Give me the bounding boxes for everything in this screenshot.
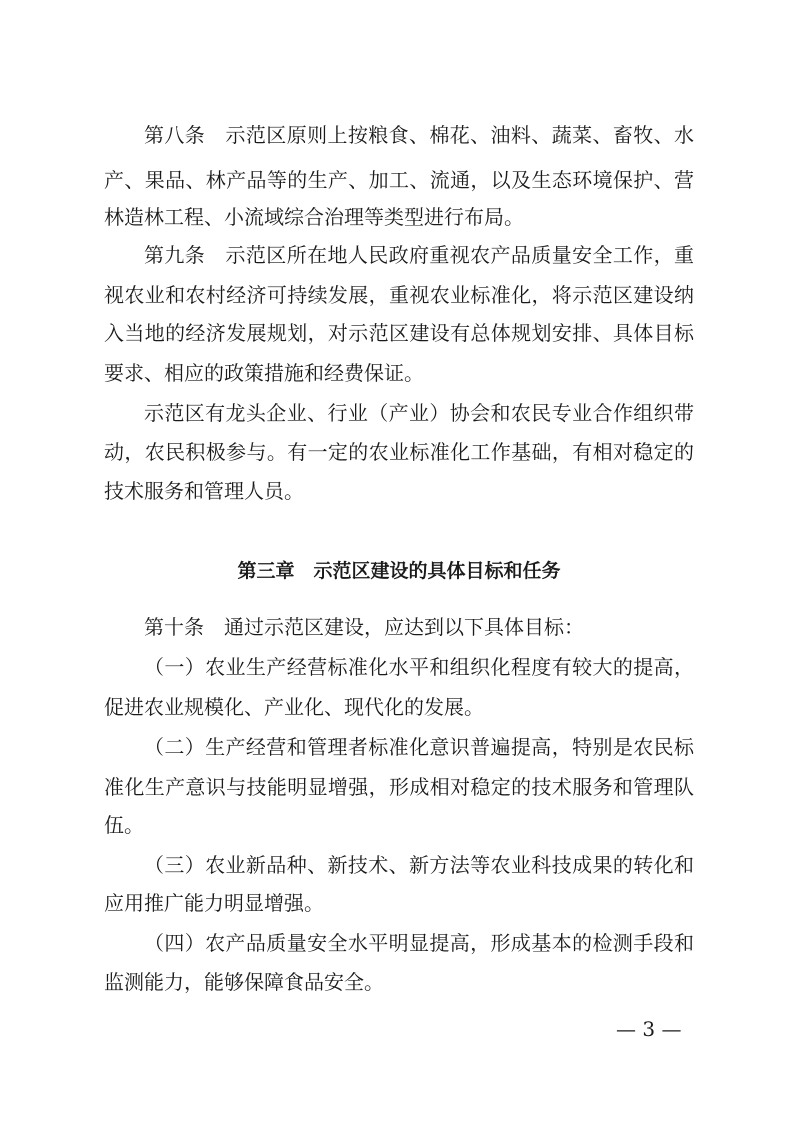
article-8-line-3: 林造林工程、小流域综合治理等类型进行布局。 — [104, 205, 524, 229]
article-10-item-2-line-1: （二）生产经营和管理者标准化意识普遍提高，特别是农民标 — [144, 735, 694, 759]
leaders-line-1: 示范区有龙头企业、行业（产业）协会和农民专业合作组织带 — [144, 401, 694, 425]
chapter-3-title: 第三章 示范区建设的具体目标和任务 — [237, 560, 561, 582]
article-9-line-3: 入当地的经济发展规划，对示范区建设有总体规划安排、具体目标 — [104, 321, 694, 345]
article-9-line-2: 视农业和农村经济可持续发展，重视农业标准化，将示范区建设纳 — [104, 283, 694, 307]
article-10-item-2-line-3: 伍。 — [104, 813, 144, 837]
page-number: — 3 — — [616, 1017, 682, 1041]
article-10-item-3-line-1: （三）农业新品种、新技术、新方法等农业科技成果的转化和 — [144, 853, 694, 877]
article-8-line-1: 第八条 示范区原则上按粮食、棉花、油料、蔬菜、畜牧、水 — [144, 123, 694, 147]
article-9-line-4: 要求、相应的政策措施和经费保证。 — [104, 361, 424, 385]
leaders-line-2: 动，农民积极参与。有一定的农业标准化工作基础，有相对稳定的 — [104, 440, 694, 464]
article-10-item-2-line-2: 准化生产意识与技能明显增强，形成相对稳定的技术服务和管理队 — [104, 775, 694, 799]
article-10-item-1-line-1: （一）农业生产经营标准化水平和组织化程度有较大的提高， — [144, 655, 694, 679]
article-10-item-4-line-1: （四）农产品质量安全水平明显提高，形成基本的检测手段和 — [144, 931, 694, 955]
article-10-item-4-line-2: 监测能力，能够保障食品安全。 — [104, 970, 384, 994]
article-8-line-2: 产、果品、林产品等的生产、加工、流通，以及生态环境保护、营 — [104, 168, 694, 192]
article-10-item-1-line-2: 促进农业规模化、产业化、现代化的发展。 — [104, 695, 484, 719]
article-10-intro: 第十条 通过示范区建设，应达到以下具体目标： — [144, 615, 584, 639]
article-10-item-3-line-2: 应用推广能力明显增强。 — [104, 891, 324, 915]
leaders-line-3: 技术服务和管理人员。 — [104, 479, 304, 503]
article-9-line-1: 第九条 示范区所在地人民政府重视农产品质量安全工作，重 — [144, 243, 694, 267]
